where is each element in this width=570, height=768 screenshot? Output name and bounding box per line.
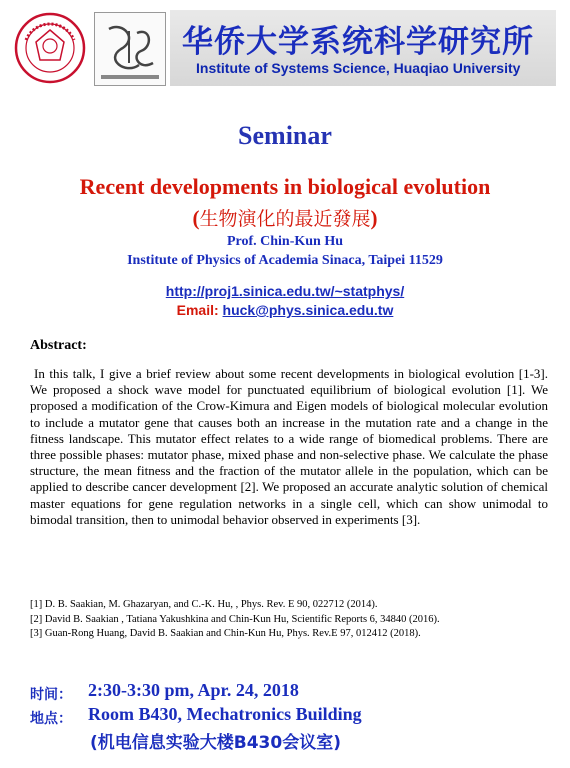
talk-subtitle [0,204,570,231]
email-link[interactable]: huck@phys.sinica.edu.tw [222,302,394,318]
schedule [30,680,550,752]
reference-item: [1] D. B. Saakian, M. Ghazaryan, and C.-K. Hu, , Phys. Rev. E 90, 022712 (2014). [30,599,378,610]
homepage-link[interactable]: http://proj1.sinica.edu.tw/~statphys/ [165,283,405,299]
references [30,598,550,642]
institute-logo [94,12,166,86]
abstract-body: In this talk, I give a brief review about some recent developments in biological evolution [1-3]. We proposed a shock wave model for punctuated equilibrium of biological evolution [1]. We proposed a modification of the Crow-Kimura and Eigen models of biological molecular evolution to include a mutator gene that causes both an increase in the mutation rate and a change in the fitness landscape. This mutator effect relates to a wide range of biomedical problems. There are three possible phases: mutator phase, mixed phase and non-selective phase. We calculate the phase structure, the mean fitness and the fraction of the mutator allele in the population, which can be applied to describe cancer development [2]. We proposed an accurate analytic solution of chemical master equations for gene regulation networks in a single cell, which can show unimodal to bimodal transition, then to unimodal behavior observed in experiments [3]. [30,366,548,527]
email-line [0,302,570,318]
time-value: 2:30-3:30 pm, Apr. 24, 2018 [88,680,299,700]
place-cn-row [30,728,550,752]
place-row [30,704,550,728]
time-row [30,680,550,704]
talk-title: Recent developments in biological evolution [79,174,491,199]
reference-item: [3] Guan-Rong Huang, David B. Saakian and Chin-Kun Hu, Phys. Rev.E 97, 012412 (2018). [30,628,421,639]
paren-open: ( [192,206,200,230]
place-value-cn: (机电信息实验大楼B430会议室) [90,733,341,753]
header [14,10,556,86]
speaker-institution: Institute of Physics of Academia Sinaca, Taipei 11529 [127,253,443,268]
reference-item: [2] David B. Saakian , Tatiana Yakushkina and Chin-Kun Hu, Scientific Reports 6, 34840 (2016). [30,613,440,625]
talk-subtitle-cn: 生物演化的最近發展 [199,208,371,230]
institute-title-en: Institute of Systems Science, Huaqiao University [196,60,521,76]
email-label: Email: [176,302,219,318]
place-value: Room B430, Mechatronics Building [88,704,362,724]
speaker-name: Prof. Chin-Kun Hu [226,234,344,249]
university-seal-logo [14,12,86,84]
place-label: 地点： [30,711,72,727]
title-band [170,10,556,86]
abstract-heading: Abstract: [30,338,87,353]
institute-title-cn: 华侨大学系统科学研究所 [182,24,534,60]
seminar-heading: Seminar [238,121,332,150]
time-label: 时间： [30,687,72,703]
paren-close: ) [370,206,378,230]
